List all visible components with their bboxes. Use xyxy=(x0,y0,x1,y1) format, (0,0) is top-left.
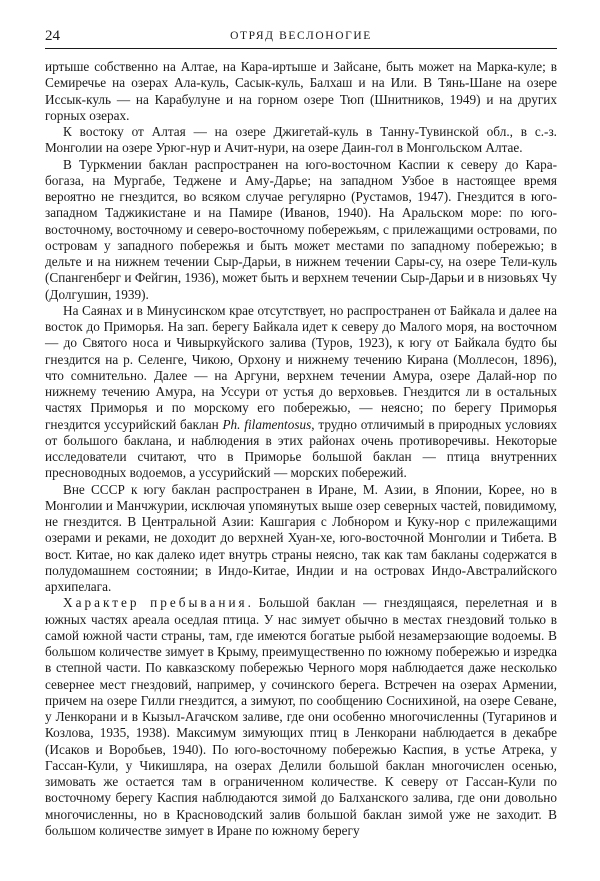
body-text xyxy=(45,59,557,839)
paragraph: К востоку от Алтая — на озере Джигетай-куль в Танну-Тувинской обл., в с.-з. Монголии на озере Урюг-нур и Ачит-нури, на озере Даин-гол в Монгольском Алтае. xyxy=(45,124,557,156)
species-name: Ph. filamentosus xyxy=(222,416,312,432)
paragraph xyxy=(45,303,557,482)
paragraph-text: . Большой баклан — гнездящаяся, перелетная и в южных частях ареала оседлая птица. У нас зимует обычно в местах гнездовий только в самой южной части страны, там, где имеются богатые рыбой незамерзающие водоемы. В большом количестве зимует в Крыму, преимущественно по южному побережью и изредка в степной части. По кавказскому побережью Черного моря наблюдается даже несколько севернее мест гнездовий, например, у сочинского берега. Встречен на озерах Армении, причем на озере Гилли гнездится, а зимуют, по сообщению Соснихиной, на озере Севане, у Ленкорани и в Кызыл-Агачском заливе, где они особенно многочисленны (Тугаринов и Козлова, 1935, 1938). Максимум зимующих птиц в Ленкорани наблюдается в декабре (Исаков и Воробьев, 1940). По юго-восточному побережью Каспия, в устье Атрека, у Гассан-Кули, у Чикишляра, на озерах Делили большой баклан многочислен осенью, зимовать же остается там в ограниченном количестве. К северу от Гассан-Кули по восточному берегу Каспия наблюдаются зимой до Балханского залива, где они довольно многочисленны, но в Красноводский залив большой баклан зимой уже не заходит. В большом количестве зимует в Иране по южному берегу xyxy=(45,595,557,838)
running-title: ОТРЯД ВЕСЛОНОГИЕ xyxy=(230,30,372,42)
page xyxy=(45,26,557,839)
page-number: 24 xyxy=(45,28,60,44)
paragraph-text: На Саянах и в Минусинском крае отсутствует, но распространен от Байкала и далее на восток до Приморья. На зап. берегу Байкала идет к северу до Малого моря, на восточном — до Святого носа и Чивыркуйского залива (Туров, 1923), к югу от Байкала будто бы гнездится на р. Селенге, Чикою, Орхону и нижнему течению Кирана (Моллесон, 1896), что сомнительно. Далее — на Аргуни, верхнем течении Амура, озере Далай-нор по нижнему течению Амура, на Уссури от устья до верховьев. Гнездится ли в остальных частях Приморья и по морскому его побережью, — неясно; по берегу Приморья гнездится уссурийский баклан xyxy=(45,302,557,432)
page-header xyxy=(45,26,557,49)
paragraph: Вне СССР к югу баклан распространен в Иране, М. Азии, в Японии, Корее, но в Монголии и Манчжурии, исключая упомянутых выше озер северных частей, повидимому, не гнездится. В Центральной Азии: Кашгария с Лобнором и Куку-нор с прилежащими озерами и реками, не доходит до верхней Хуан-хе, юго-восточной Монголии и Тибета. В вост. Китае, но как далеко идет внутрь страны неясно, так как там бакланы содержатся в полудомашнем состоянии; в Индо-Китае, Индии и на островах Индо-Австралийского архипелага. xyxy=(45,481,557,594)
section-heading: Характер пребывания xyxy=(63,595,248,611)
paragraph: иртыше собственно на Алтае, на Кара-иртыше и Зайсане, быть может на Марка-куле; в Семиречье на озерах Ала-куль, Сасык-куль, Балхаш и на Или. В Тянь-Шане на озере Иссык-куль — на Карабулуне и на горном озере Тюп (Шнитников, 1949) и на других горных озерах. xyxy=(45,59,557,123)
paragraph xyxy=(45,595,557,839)
paragraph: В Туркмении баклан распространен на юго-восточном Каспии к северу до Кара-богаза, на Мургабе, Теджене и Аму-Дарье; на западном Узбое в настоящее время вероятно не гнездится, во всяком случае регулярно (Рустамов, 1947). Гнездится в юго-западном Таджикистане и на Памире (Иванов, 1940). На Аральском море: по юго-восточному, восточному и северо-восточному побережьям, с прилежащими островами, по островам у западного побережья и быть может местами по западному побережью; в дельте и на нижнем течении Сыр-Дарьи, в нижнем течении Сары-су, на озере Тели-куль (Спангенберг и Фейгин, 1936), может быть и верхнем течении Сыр-Дарьи и в низовьях Чу (Долгушин, 1939). xyxy=(45,156,557,302)
paragraph-text: , трудно отличимый в природных условиях от большого баклана, и наблюдения в этих районах очень противоречивы. Некоторые исследователи считают, что в Приморье большой баклан — птица внутренних пресноводных водоемов, а уссурийский — морских побережий. xyxy=(45,416,557,481)
